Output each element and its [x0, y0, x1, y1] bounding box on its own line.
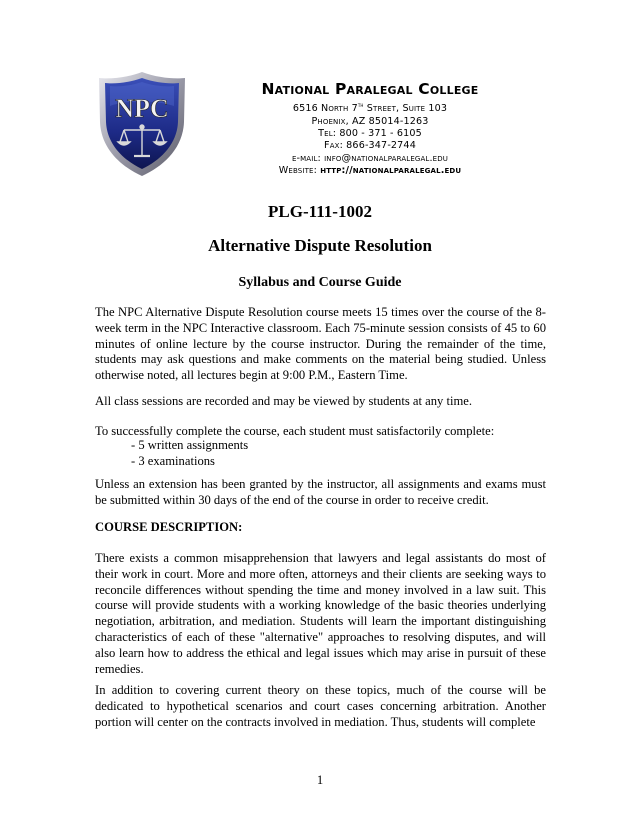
section-heading: COURSE DESCRIPTION:	[95, 520, 243, 534]
college-letterhead	[190, 80, 550, 178]
npc-shield-logo	[96, 70, 188, 178]
paragraph-course-continuation: In addition to covering current theory on these topics, much of the course will be dedicated to hypothetical scenarios and court cases concerning arbitration. Another portion will center on the contracts involved in mediation. Thus, students will complete	[95, 683, 546, 729]
telephone: Tel: 800 - 371 - 6105	[318, 128, 422, 139]
website-link[interactable]: http://nationalparalegal.edu	[320, 165, 462, 177]
list-item: - 3 examinations	[131, 453, 215, 468]
website-line	[190, 165, 550, 177]
list-item: - 5 written assignments	[131, 438, 249, 452]
course-subtitle: Syllabus and Course Guide	[238, 275, 402, 290]
paragraph-recordings: All class sessions are recorded and may be viewed by students at any time.	[95, 394, 473, 408]
address-line-2: Phoenix, AZ 85014-1263	[311, 115, 429, 127]
address-sup: th	[357, 102, 364, 109]
fax: Fax: 866-347-2744	[324, 140, 416, 152]
paragraph-course-description: There exists a common misapprehension that lawyers and legal assistants do most of their work in court. More and more often, attorneys and their clients are seeking ways to reconcile differences without spending the time and money involved in a law suit. This course will provide students with a working knowledge of the basic theories underlying negotiation, arbitration, and mediation. Students will learn the important distinguishing characteristics of each of these "alternative" approaches to resolving disputes, and will also learn how to address the ethical and legal issues which may arise in pursuit of these remedies.	[95, 551, 546, 676]
college-name: National Paralegal College	[261, 80, 479, 98]
address-line-1	[190, 100, 550, 116]
paragraph-overview: The NPC Alternative Dispute Resolution course meets 15 times over the course of the 8-week term in the NPC Interactive classroom. Each 75-minute session consists of 45 to 60 minutes of online lecture by the course instructor. During the remainder of the time, students may ask questions and make comments on the material being studied. Unless otherwise noted, all lectures begin at 9:00 P.M., Eastern Time.	[95, 305, 546, 383]
address-suite: Street, Suite 103	[363, 103, 448, 115]
paragraph-requirements: To successfully complete the course, each student must satisfactorily complete:	[95, 424, 495, 438]
website-label: Website:	[278, 165, 321, 177]
address-street: 6516 North 7	[292, 103, 358, 115]
email: e-mail: info@nationalparalegal.edu	[291, 152, 449, 164]
course-title: Alternative Dispute Resolution	[208, 236, 432, 255]
paragraph-extension: Unless an extension has been granted by the instructor, all assignments and exams must be submitted within 30 days of the end of the course in order to receive credit.	[95, 477, 546, 507]
logo-text: NPC	[115, 94, 169, 123]
requirements-list	[131, 438, 248, 470]
course-code: PLG-111-1002	[268, 202, 372, 221]
page-number: 1	[316, 773, 324, 787]
